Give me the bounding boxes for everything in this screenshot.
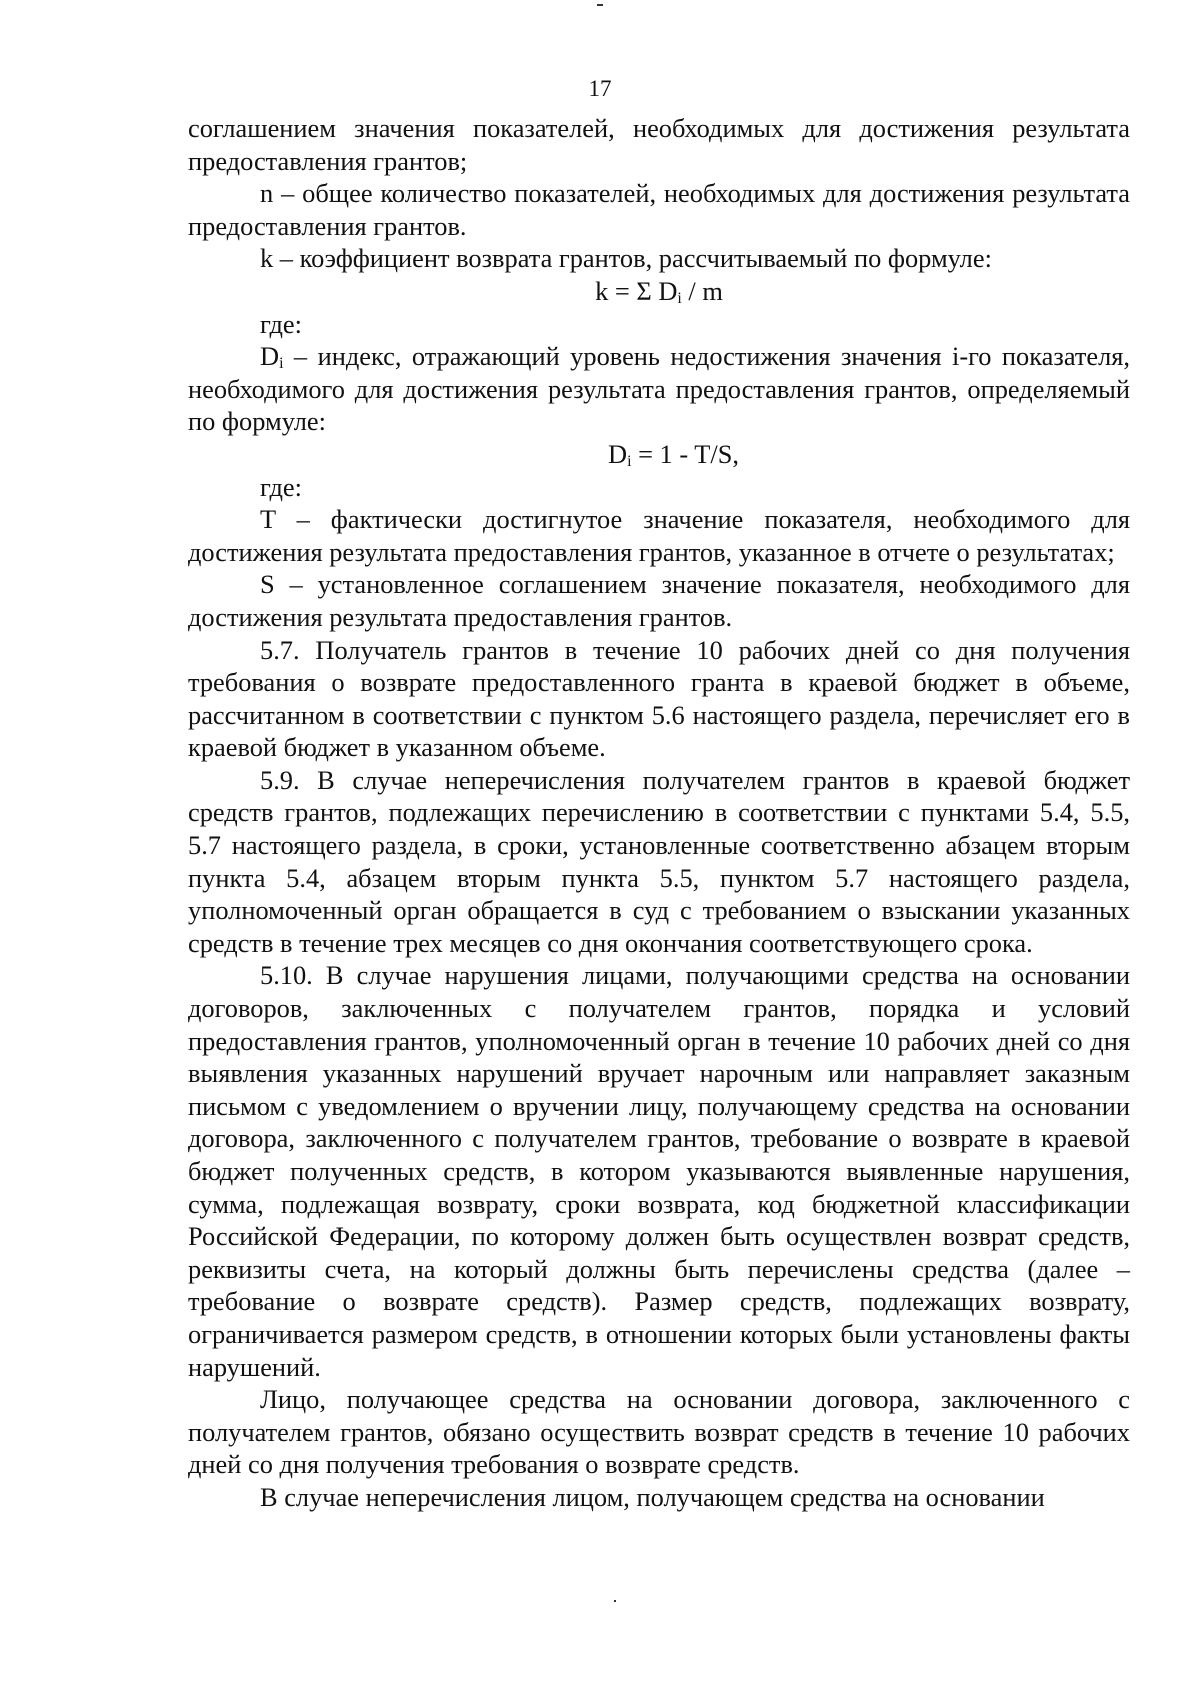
scan-artifact-bottom xyxy=(614,1600,616,1602)
paragraph-5-10: 5.10. В случае нарушения лицами, получающими средства на основании договоров, заключенных с получателем грантов, порядка и условий предоставления грантов, уполномоченный орган в течение 10 рабочих дней со дня выявления указанных нарушений вручает нарочным или направляет заказным письмом с уведомлением о вручении лицу, получающему средства на основании договора, заключенного с получателем грантов, требование о возврате в краевой бюджет полученных средств, в котором указываются выявленные нарушения, сумма, подлежащая возврату, сроки возврата, код бюджетной классификации Российской Федерации, по которому должен быть осуществлен возврат средств, реквизиты счета, на который должны быть перечислены средства (далее – требование о возврате средств). Размер средств, подлежащих возврату, ограничивается размером средств, в отношении которых были установлены факты нарушений. xyxy=(188,960,1130,1382)
paragraph-k-definition: k – коэффициент возврата грантов, рассчитываемый по формуле: xyxy=(260,243,992,274)
paragraph-continuation: соглашением значения показателей, необходимых для достижения результата предоставления грантов; xyxy=(188,113,1130,176)
paragraph-n-definition: n – общее количество показателей, необходимых для достижения результата предоставления грантов. xyxy=(188,178,1130,241)
paragraph-5-7: 5.7. Получатель грантов в течение 10 рабочих дней со дня получения требования о возврате предоставленного гранта в краевой бюджет в объеме, рассчитанном в соответствии с пунктом 5.6 настоящего раздела, перечисляет его в краевой бюджет в указанном объеме. xyxy=(188,634,1130,763)
document-body xyxy=(188,112,1130,1514)
formula-di: $D_i = 1 - T/S$, xyxy=(608,438,739,470)
paragraph-5-9: 5.9. В случае неперечисления получателем грантов в краевой бюджет средств грантов, подлежащих перечислению в соответствии с пунктами 5.4, 5.5, 5.7 настоящего раздела, в сроки, установленные соответственно абзацем вторым пункта 5.4, абзацем вторым пункта 5.5, пунктом 5.7 настоящего раздела, уполномоченный орган обращается в суд с требованием о взыскании указанных средств в течение трех месяцев со дня окончания соответствующего срока. xyxy=(188,764,1130,958)
formula-k: k = Σ $D_i$ / m xyxy=(595,275,723,307)
paragraph-di-definition: $D_i$ – индекс, отражающий уровень недостижения значения i-го показателя, необходимого для достижения результата предоставления грантов, определяемый по формуле: xyxy=(188,341,1130,437)
paragraph-nonpayment: В случае неперечисления лицом, получающем средства на основании xyxy=(260,1481,1045,1512)
scan-artifact-top xyxy=(597,4,603,6)
where-label: где: xyxy=(260,471,302,502)
paragraph-s-definition: S – установленное соглашением значение показателя, необходимого для достижения результата предоставления грантов. xyxy=(188,569,1130,632)
paragraph-t-definition: T – фактически достигнутое значение показателя, необходимого для достижения результата предоставления грантов, указанное в отчете о результатах; xyxy=(188,504,1130,567)
where-label: где: xyxy=(260,308,302,339)
paragraph-person-obligation: Лицо, получающее средства на основании договора, заключенного с получателем грантов, обязано осуществить возврат средств в течение 10 рабочих дней со дня получения требования о возврате средств. xyxy=(188,1384,1130,1480)
page-number: 17 xyxy=(588,76,612,101)
